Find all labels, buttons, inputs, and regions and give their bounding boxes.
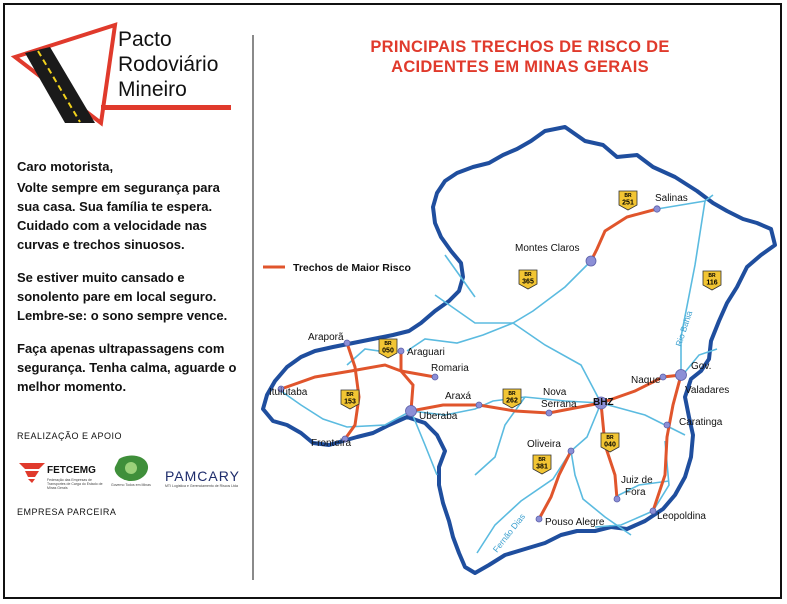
svg-text:BR: BR	[524, 272, 532, 278]
city-dot-gov-valadares	[676, 370, 687, 381]
svg-text:BR: BR	[708, 273, 716, 279]
label-araxa: Araxá	[445, 391, 472, 402]
svg-text:365: 365	[522, 278, 534, 286]
city-dot-pouso-alegre	[536, 516, 542, 522]
city-dot-juiz-de-fora	[614, 496, 620, 502]
svg-text:153: 153	[344, 398, 356, 406]
fetcemg-subtitle: Federação das Empresas de Transportes de Carga do Estado de Minas Gerais	[47, 478, 103, 490]
label-juiz-de-fora-1: Juiz de	[621, 475, 653, 486]
label-fronteira: Fronteira	[311, 438, 352, 449]
city-dot-montes-claros	[586, 256, 596, 266]
label-rio-bahia: Rio Bahia	[673, 309, 695, 348]
logo-line-2: Rodoviário	[118, 53, 219, 76]
support-label: REALIZAÇÃO E APOIO	[17, 431, 123, 441]
label-uberaba: Uberaba	[419, 411, 458, 422]
label-naque: Naque	[631, 375, 661, 386]
page-frame	[3, 3, 782, 599]
pamcary-logo: PAMCARY	[165, 468, 240, 484]
svg-text:BR: BR	[384, 341, 392, 347]
city-dot-araxa	[476, 402, 482, 408]
label-gov-valadares-1: Gov.	[691, 361, 712, 372]
svg-text:BR: BR	[508, 391, 516, 397]
city-dot-araguari	[398, 348, 404, 354]
minas-gerais-map	[5, 5, 784, 601]
svg-text:050: 050	[382, 347, 394, 355]
svg-text:381: 381	[536, 463, 548, 471]
label-salinas: Salinas	[655, 193, 688, 204]
intro-greeting: Caro motorista,	[17, 159, 114, 174]
intro-paragraph-1: Volte sempre em segurança para sua casa. Sua família te espera. Cuidado com a velocidade nas curvas e trechos sinuosos.	[17, 180, 220, 252]
logo-line-1: Pacto	[118, 28, 172, 51]
city-dot-leopoldina	[650, 508, 656, 514]
governo-minas-subtitle: Governo Todos em Minas	[111, 483, 151, 487]
label-arapora: Araporã	[308, 332, 344, 343]
svg-text:262: 262	[506, 397, 518, 405]
label-pouso-alegre: Pouso Alegre	[545, 517, 605, 528]
svg-text:BR: BR	[346, 392, 354, 398]
legend-label: Trechos de Maior Risco	[293, 262, 411, 274]
label-oliveira: Oliveira	[527, 439, 561, 450]
city-dot-arapora	[344, 340, 350, 346]
city-dot-caratinga	[664, 422, 670, 428]
label-caratinga: Caratinga	[679, 417, 723, 428]
label-romaria: Romaria	[431, 363, 469, 374]
city-dot-nova-serrana	[546, 410, 552, 416]
city-dot-romaria	[432, 374, 438, 380]
label-araguari: Araguari	[407, 347, 445, 358]
city-dot-uberaba	[406, 406, 417, 417]
intro-paragraph-3: Faça apenas ultrapassagens com segurança. Tenha calma, aguarde o melhor momento.	[17, 341, 237, 394]
svg-text:BR: BR	[624, 193, 632, 199]
city-dot-salinas	[654, 206, 660, 212]
svg-text:BR: BR	[606, 435, 614, 441]
label-leopoldina: Leopoldina	[657, 511, 706, 522]
city-dot-oliveira	[568, 448, 574, 454]
svg-text:BR: BR	[538, 457, 546, 463]
svg-text:251: 251	[622, 199, 634, 207]
label-nova-serrana-2: Serrana	[541, 399, 577, 410]
label-montes-claros: Montes Claros	[515, 243, 580, 254]
map-title-line-1: PRINCIPAIS TRECHOS DE RISCO DE	[370, 38, 670, 56]
pamcary-subtitle: MTI Logística e Gerenciamento de Riscos Ltda	[165, 484, 238, 488]
label-bhz: BHZ	[593, 397, 614, 408]
svg-text:116: 116	[706, 279, 718, 287]
state-border	[263, 127, 775, 573]
intro-paragraph-2: Se estiver muito cansado e sonolento pare em local seguro. Lembre-se: o sono sempre vence.	[17, 270, 228, 323]
logo-line-3: Mineiro	[118, 78, 187, 101]
city-dot-naque	[660, 374, 666, 380]
fetcemg-name: FETCEMG	[47, 465, 96, 476]
label-fernao-dias: Fernão Dias	[490, 511, 528, 555]
label-gov-valadares-2: Valadares	[685, 385, 730, 396]
label-ituiutaba: Ituiutaba	[269, 387, 308, 398]
label-juiz-de-fora-2: Fora	[625, 487, 646, 498]
map-title-line-2: ACIDENTES EM MINAS GERAIS	[391, 58, 649, 76]
partner-label: EMPRESA PARCEIRA	[17, 507, 117, 517]
label-nova-serrana-1: Nova	[543, 387, 567, 398]
svg-text:040: 040	[604, 441, 616, 449]
